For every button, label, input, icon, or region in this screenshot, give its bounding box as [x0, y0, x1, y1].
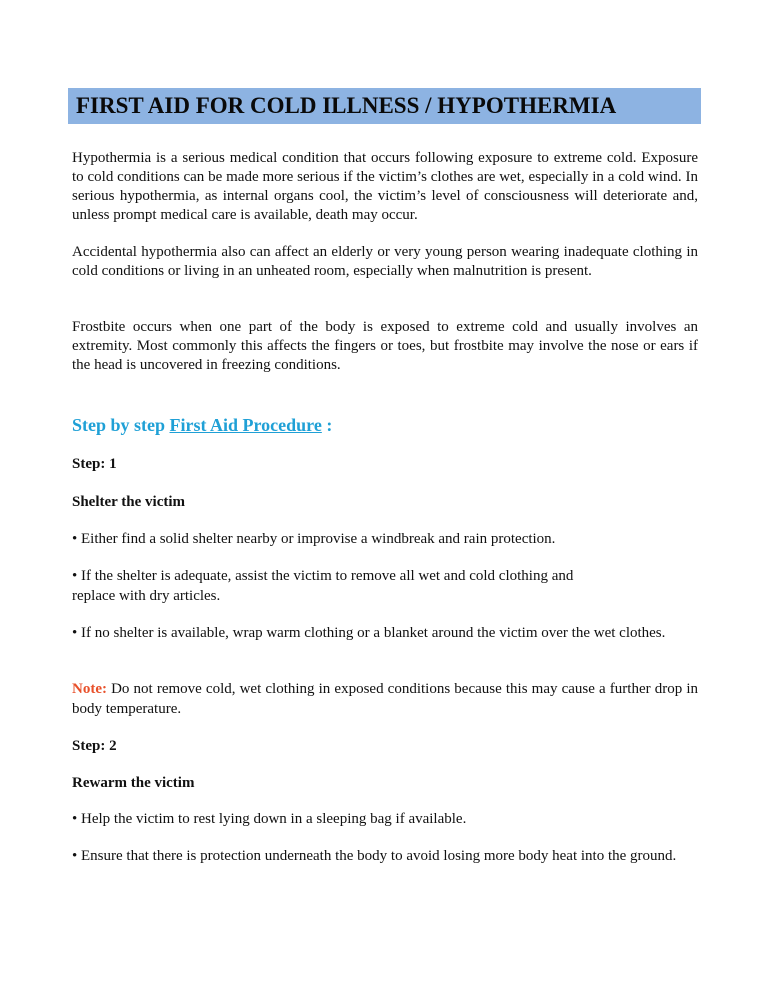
- list-item: • Help the victim to rest lying down in a sleeping bag if available.: [72, 811, 467, 827]
- title-banner: [68, 88, 701, 124]
- note: [72, 679, 698, 719]
- step1-title: Shelter the victim: [72, 494, 186, 510]
- list-item: • Either find a solid shelter nearby or improvise a windbreak and rain protection.: [72, 531, 556, 547]
- heading-prefix: Step by step: [72, 415, 170, 435]
- heading-suffix: :: [321, 415, 333, 435]
- list-item: • If the shelter is adequate, assist the victim to remove all wet and cold clothing and: [72, 568, 574, 584]
- note-text: Do not remove cold, wet clothing in exposed conditions because this may cause a further drop in body temperature.: [72, 681, 698, 717]
- list-item-continuation: replace with dry articles.: [72, 588, 221, 604]
- paragraph-frostbite: Frostbite occurs when one part of the body is exposed to extreme cold and usually involves an extremity. Most commonly this affects the fingers or toes, but frostbite may involve the nose or ears if the head is uncovered in freezing conditions.: [72, 319, 698, 373]
- step2-label: Step: 2: [72, 738, 117, 754]
- first-aid-procedure-link[interactable]: First Aid Procedure: [169, 415, 322, 435]
- page-title: FIRST AID FOR COLD ILLNESS / HYPOTHERMIA: [76, 93, 617, 118]
- paragraph-hypothermia: Hypothermia is a serious medical condition that occurs following exposure to extreme cold. Exposure to cold conditions can be made more serious if the victim’s clothes are wet, especially in a cold wind. In serious hypothermia, as internal organs cool, the victim’s level of consciousness will deteriorate and, unless prompt medical care is available, death may occur.: [72, 150, 698, 223]
- paragraph-accidental: Accidental hypothermia also can affect an elderly or very young person wearing inadequate clothing in cold conditions or living in an unheated room, especially when malnutrition is present.: [72, 244, 698, 279]
- note-label: Note:: [72, 681, 107, 697]
- list-item: • If no shelter is available, wrap warm clothing or a blanket around the victim over the wet clothes.: [72, 625, 666, 641]
- step1-label: Step: 1: [72, 456, 117, 472]
- step2-title: Rewarm the victim: [72, 775, 195, 791]
- list-item: • Ensure that there is protection underneath the body to avoid losing more body heat into the ground.: [72, 848, 677, 864]
- procedure-heading: [72, 414, 698, 436]
